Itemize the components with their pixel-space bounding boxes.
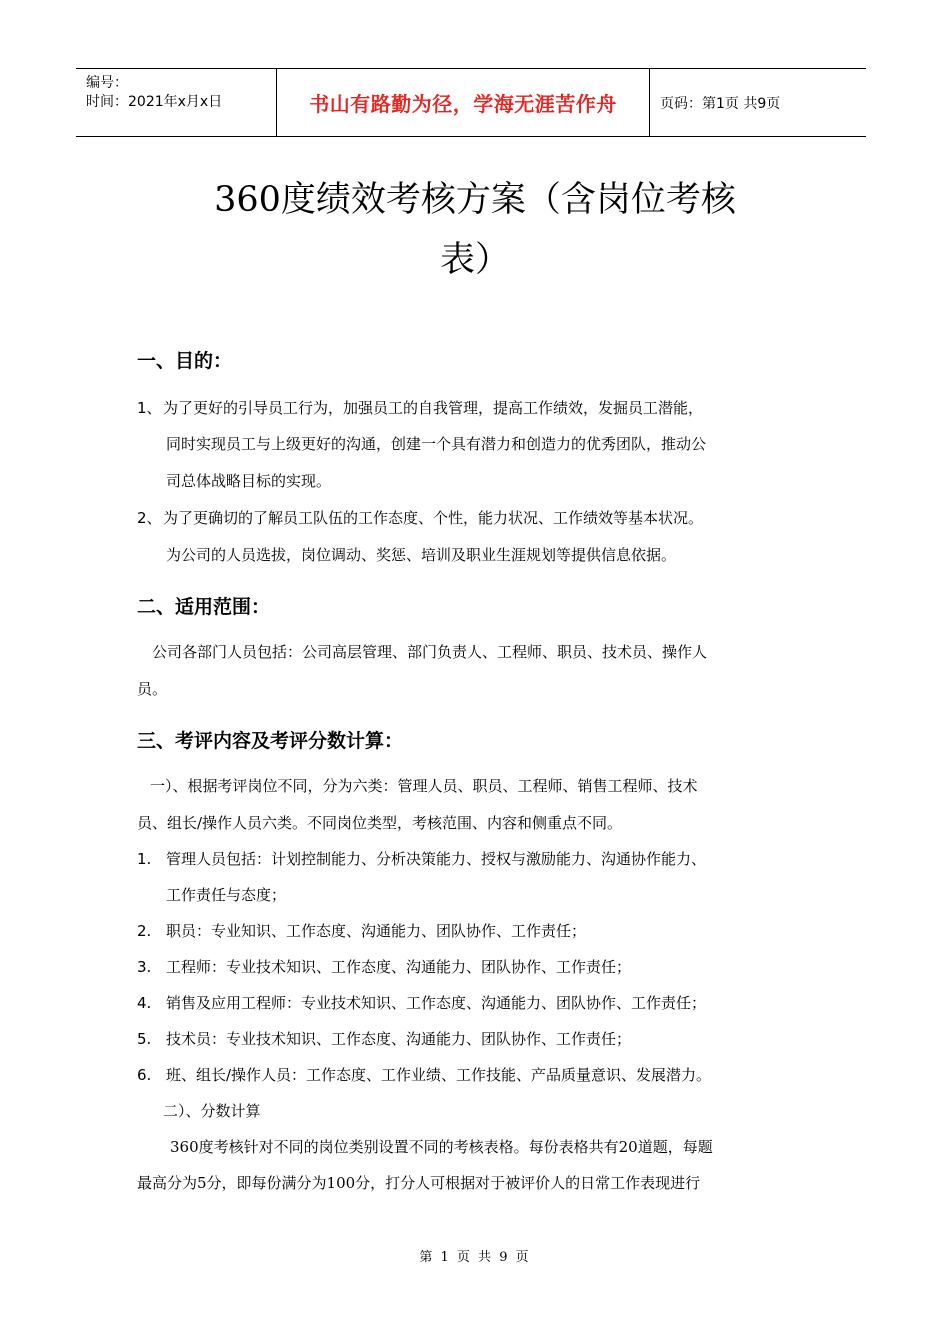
paragraph-line: 为了更好的引导员工行为，加强员工的自我管理，提高工作绩效，发掘员工潜能， (163, 399, 704, 417)
list-item-number: 4. (137, 994, 152, 1012)
list-item-number: 1. (137, 850, 152, 868)
header-page-cell (650, 69, 866, 136)
paragraph-line: 员。 (137, 680, 168, 698)
paragraph-line: 为公司的人员选拔，岗位调动、奖惩、培训及职业生涯规划等提供信息依据。 (166, 546, 677, 564)
list-item-text: 班、组长/操作人员：工作态度、工作业绩、工作技能、产品质量意识、发展潜力。 (166, 1066, 712, 1084)
list-item-number: 5. (137, 1030, 152, 1048)
document-title (150, 170, 800, 290)
list-item-number: 6. (137, 1066, 152, 1084)
motto-text: 书山有路勤为径，学海无涯苦作舟 (309, 92, 617, 116)
page-info: 页码：第1页 共9页 (660, 95, 781, 112)
list-item-text: 管理人员包括：计划控制能力、分析决策能力、授权与激励能力、沟通协作能力、 (166, 850, 707, 868)
header-motto-cell (277, 69, 650, 136)
list-item-number: 2. (137, 922, 152, 940)
paragraph-line: 员、组长/操作人员六类。不同岗位类型，考核范围、内容和侧重点不同。 (137, 814, 623, 832)
paragraph-line: 为了更确切的了解员工队伍的工作态度、个性，能力状况、工作绩效等基本状况。 (163, 509, 704, 527)
section-1-heading: 一、目的： (137, 350, 233, 372)
list-item-number: 3. (137, 958, 152, 976)
page-footer: 第 1 页 共 9 页 (419, 1250, 531, 1265)
title-line-2: 表） (439, 240, 510, 280)
header-meta-cell (76, 69, 277, 136)
paragraph-line: 公司各部门人员包括：公司高层管理、部门负责人、工程师、职员、技术员、操作人 (152, 643, 708, 661)
list-item-number: 1、 (137, 399, 162, 417)
section-3-heading: 三、考评内容及考评分数计算： (137, 730, 404, 752)
subsection-heading: 二）、分数计算 (163, 1102, 261, 1120)
title-line-1: 360度绩效考核方案（含岗位考核 (214, 180, 736, 220)
list-item-text: 销售及应用工程师：专业技术知识、工作态度、沟通能力、团队协作、工作责任； (166, 994, 707, 1012)
paragraph-line: 一）、根据考评岗位不同，分为六类：管理人员、职员、工程师、销售工程师、技术 (150, 777, 698, 795)
document-date: 时间：2021年x月x日 (86, 94, 223, 110)
list-item-number: 2、 (137, 509, 162, 527)
paragraph-line: 360度考核针对不同的岗位类别设置不同的考核表格。每份表格共有20道题，每题 (170, 1138, 713, 1156)
paragraph-line: 最高分为5分，即每份满分为100分，打分人可根据对于被评价人的日常工作表现进行 (137, 1174, 701, 1192)
list-item-text: 技术员：专业技术知识、工作态度、沟通能力、团队协作、工作责任； (166, 1030, 632, 1048)
list-item-text: 工作责任与态度； (166, 886, 287, 904)
paragraph-line: 同时实现员工与上级更好的沟通，创建一个具有潜力和创造力的优秀团队，推动公 (166, 435, 707, 453)
list-item-text: 工程师：专业技术知识、工作态度、沟通能力、团队协作、工作责任； (166, 958, 632, 976)
list-item-text: 职员：专业知识、工作态度、沟通能力、团队协作、工作责任； (166, 922, 587, 940)
section-2-heading: 二、适用范围： (137, 596, 271, 618)
header-table (76, 68, 866, 137)
paragraph-line: 司总体战略目标的实现。 (166, 472, 332, 490)
document-number-label: 编号： (86, 75, 128, 91)
